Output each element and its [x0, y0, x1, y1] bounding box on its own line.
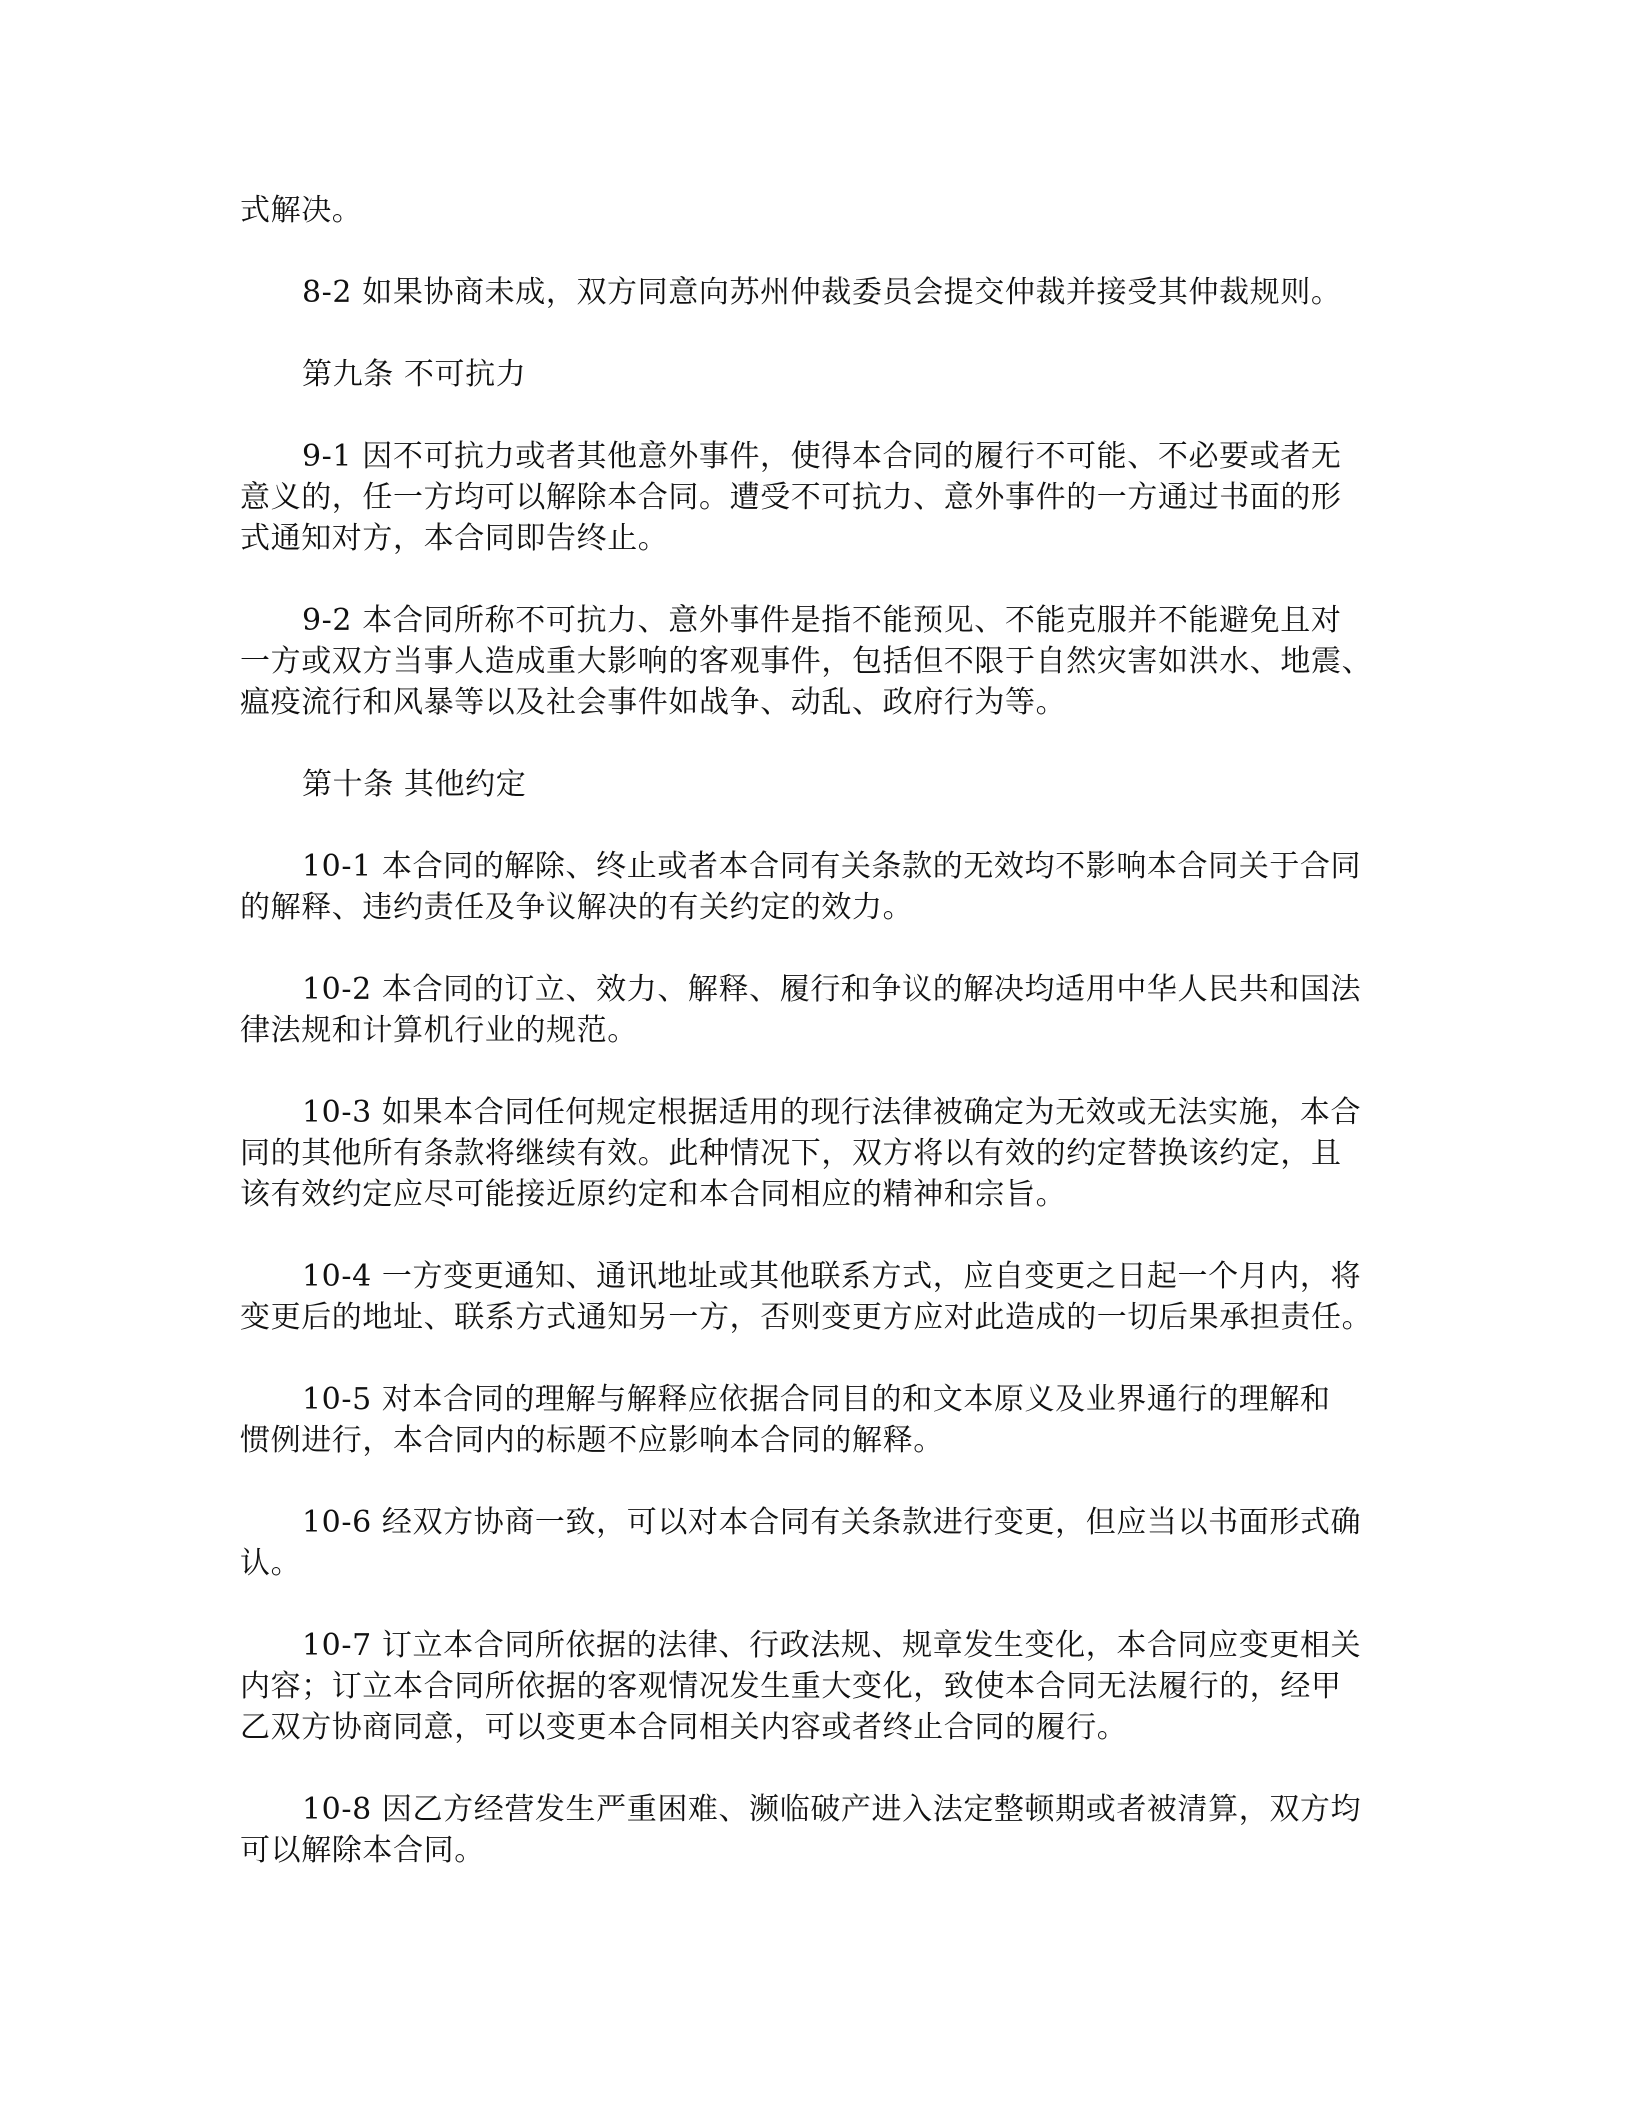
clause-10-3 [240, 1092, 1390, 1215]
paragraph-line: 10-1 本合同的解除、终止或者本合同有关条款的无效均不影响本合同关于合同 [302, 849, 1362, 884]
paragraph-line: 的解释、违约责任及争议解决的有关约定的效力。 [240, 890, 914, 925]
paragraph-line: 10-7 订立本合同所依据的法律、行政法规、规章发生变化，本合同应变更相关 [302, 1628, 1362, 1663]
paragraph-line: 一方或双方当事人造成重大影响的客观事件，包括但不限于自然灾害如洪水、地震、 [240, 644, 1373, 679]
paragraph-line: 10-4 一方变更通知、通讯地址或其他联系方式，应自变更之日起一个月内，将 [302, 1259, 1362, 1294]
paragraph-line: 瘟疫流行和风暴等以及社会事件如战争、动乱、政府行为等。 [240, 685, 1067, 720]
document-body [240, 190, 1390, 1912]
paragraph-line: 10-3 如果本合同任何规定根据适用的现行法律被确定为无效或无法实施，本合 [302, 1095, 1362, 1130]
paragraph-line: 10-8 因乙方经营发生严重困难、濒临破产进入法定整顿期或者被清算，双方均 [302, 1792, 1362, 1827]
paragraph-line: 该有效约定应尽可能接近原约定和本合同相应的精神和宗旨。 [240, 1177, 1067, 1212]
article-9-heading [240, 354, 1390, 395]
paragraph-line: 变更后的地址、联系方式通知另一方，否则变更方应对此造成的一切后果承担责任。 [240, 1300, 1373, 1335]
paragraph-line: 认。 [240, 1546, 302, 1581]
paragraph-line: 式通知对方，本合同即告终止。 [240, 521, 669, 556]
clause-10-6 [240, 1502, 1390, 1584]
article-10-heading [240, 764, 1390, 805]
clause-10-1 [240, 846, 1390, 928]
paragraph-line: 可以解除本合同。 [240, 1833, 485, 1868]
clause-10-4 [240, 1256, 1390, 1338]
paragraph-line: 同的其他所有条款将继续有效。此种情况下，双方将以有效的约定替换该约定，且 [240, 1136, 1342, 1171]
paragraph-line: 9-2 本合同所称不可抗力、意外事件是指不能预见、不能克服并不能避免且对 [302, 603, 1342, 638]
clause-10-8 [240, 1789, 1390, 1871]
clause-10-2 [240, 969, 1390, 1051]
paragraph-line: 10-5 对本合同的理解与解释应依据合同目的和文本原义及业界通行的理解和 [302, 1382, 1331, 1417]
paragraph-continuation [240, 190, 1390, 231]
paragraph-line: 8-2 如果协商未成，双方同意向苏州仲裁委员会提交仲裁并接受其仲裁规则。 [302, 275, 1342, 310]
paragraph-line: 10-2 本合同的订立、效力、解释、履行和争议的解决均适用中华人民共和国法 [302, 972, 1362, 1007]
paragraph-line: 9-1 因不可抗力或者其他意外事件，使得本合同的履行不可能、不必要或者无 [302, 439, 1342, 474]
paragraph-line: 乙双方协商同意，可以变更本合同相关内容或者终止合同的履行。 [240, 1710, 1128, 1745]
clause-9-1 [240, 436, 1390, 559]
clause-9-2 [240, 600, 1390, 723]
paragraph-line: 式解决。 [240, 193, 363, 228]
clause-10-5 [240, 1379, 1390, 1461]
paragraph-line: 律法规和计算机行业的规范。 [240, 1013, 638, 1048]
paragraph-line: 惯例进行，本合同内的标题不应影响本合同的解释。 [240, 1423, 944, 1458]
paragraph-line: 内容；订立本合同所依据的客观情况发生重大变化，致使本合同无法履行的，经甲 [240, 1669, 1342, 1704]
clause-8-2 [240, 272, 1390, 313]
section-heading: 第十条 其他约定 [302, 767, 527, 802]
clause-10-7 [240, 1625, 1390, 1748]
paragraph-line: 10-6 经双方协商一致，可以对本合同有关条款进行变更，但应当以书面形式确 [302, 1505, 1362, 1540]
section-heading: 第九条 不可抗力 [302, 357, 527, 392]
paragraph-line: 意义的，任一方均可以解除本合同。遭受不可抗力、意外事件的一方通过书面的形 [240, 480, 1342, 515]
